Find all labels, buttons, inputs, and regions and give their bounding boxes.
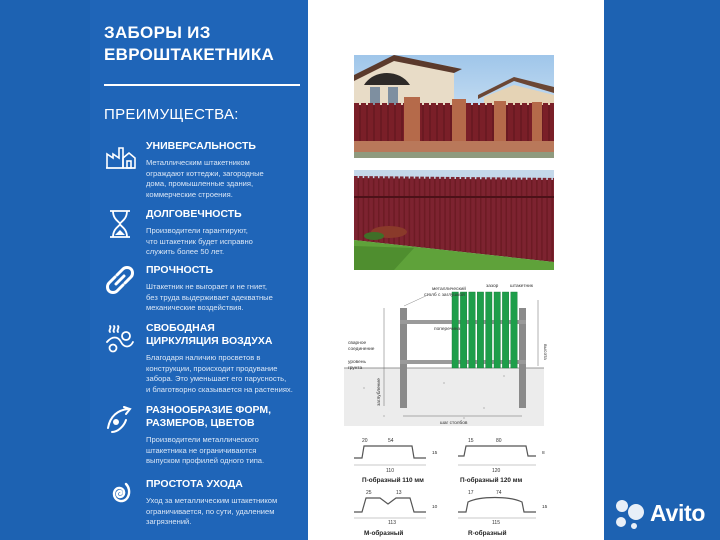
feature-desc: Производители гарантируют, что штакетник будет исправно служить более 50 лет.	[146, 226, 253, 257]
feature-title: УНИВЕРСАЛЬНОСТЬ	[146, 140, 256, 152]
profile-m	[354, 490, 438, 537]
feature-universality	[104, 140, 304, 204]
green-picket	[469, 292, 475, 368]
picket	[553, 178, 554, 262]
svg-text:13: 13	[396, 490, 402, 496]
feature-title: РАЗНООБРАЗИЕ ФОРМ, РАЗМЕРОВ, ЦВЕТОВ	[146, 404, 272, 429]
picket	[538, 178, 542, 260]
picket	[522, 103, 527, 145]
svg-text:R-образный: R-образный	[468, 530, 507, 537]
page-title: ЗАБОРЫ ИЗ ЕВРОШТАКЕТНИКА	[104, 23, 275, 64]
picket	[354, 176, 358, 240]
picket	[361, 103, 366, 145]
picket	[527, 178, 531, 259]
label-ground-2: грунта	[348, 366, 363, 371]
picket	[512, 178, 516, 257]
picket-profiles	[350, 434, 556, 538]
label-weld: сварное	[348, 341, 367, 346]
svg-text:113: 113	[388, 520, 396, 526]
picket	[438, 103, 443, 145]
feature-air-circulation	[104, 322, 304, 398]
picket	[354, 103, 359, 145]
picket	[420, 177, 424, 248]
picket	[508, 103, 513, 145]
picket	[375, 103, 380, 145]
title-divider	[104, 84, 300, 86]
feature-desc: Штакетник не выгорает и не гниет, без труда выдерживает адекватные механические воздействия.	[146, 282, 273, 313]
picket	[517, 178, 521, 258]
avito-text: Avito	[650, 500, 706, 526]
svg-text:17: 17	[468, 490, 474, 496]
picket	[492, 177, 496, 255]
avito-logo-icon	[612, 498, 646, 530]
label-metal-post: металлический	[432, 287, 466, 292]
label-crossbar: поперечина	[434, 327, 461, 332]
picket	[431, 103, 436, 145]
svg-text:54: 54	[388, 438, 394, 444]
feature-title: СВОБОДНАЯ ЦИРКУЛЯЦИЯ ВОЗДУХА	[146, 322, 273, 347]
picket	[424, 103, 429, 145]
green-picket	[460, 292, 466, 368]
profile-p120	[458, 438, 545, 484]
svg-text:15: 15	[542, 505, 548, 510]
label-height: высота	[542, 344, 547, 360]
picket	[436, 177, 440, 249]
svg-text:115: 115	[492, 520, 500, 526]
picket	[461, 177, 465, 252]
svg-text:110: 110	[386, 468, 394, 474]
picket	[364, 176, 368, 241]
picket	[543, 103, 548, 145]
chain-link-icon	[104, 264, 136, 296]
feature-easy-care	[104, 478, 304, 534]
svg-text:М-образный: М-образный	[364, 530, 404, 537]
picket	[473, 103, 478, 145]
feature-variety	[104, 404, 304, 470]
svg-text:74: 74	[496, 490, 502, 496]
svg-text:8: 8	[542, 451, 545, 456]
advantages-heading: ПРЕИМУЩЕСТВА:	[104, 106, 239, 123]
picket	[507, 178, 511, 257]
green-picket	[494, 292, 500, 368]
feature-title: ДОЛГОВЕЧНОСТЬ	[146, 208, 242, 220]
picket	[543, 178, 547, 261]
picket	[396, 103, 401, 145]
picket	[382, 103, 387, 145]
feature-title: ПРОСТОТА УХОДА	[146, 478, 243, 490]
svg-text:120: 120	[492, 468, 501, 474]
label-ground: уровень	[348, 360, 366, 365]
picket	[497, 177, 501, 255]
green-picket	[486, 292, 492, 368]
picket	[446, 177, 450, 250]
picket	[476, 177, 480, 253]
picket	[405, 177, 409, 246]
picket	[533, 178, 537, 260]
picket	[522, 178, 526, 259]
picket	[550, 103, 554, 145]
feature-desc: Производители металлического штакетника не ограничиваются выпуском профилей одного типа.	[146, 435, 265, 466]
spiral-icon	[104, 478, 136, 510]
picket	[515, 103, 520, 145]
picket	[425, 177, 429, 248]
hourglass-icon	[104, 208, 136, 240]
picket	[451, 177, 455, 251]
picket	[456, 177, 460, 251]
picket	[389, 103, 394, 145]
picket	[502, 177, 506, 256]
picket	[482, 177, 486, 254]
svg-text:15: 15	[468, 438, 474, 444]
picket	[548, 178, 552, 261]
picket	[466, 177, 470, 252]
shapes-icon	[104, 404, 136, 436]
green-pickets	[452, 292, 517, 368]
feature-title: ПРОЧНОСТЬ	[146, 264, 213, 276]
label-depth: заглубление	[377, 378, 382, 406]
avito-watermark	[612, 498, 706, 530]
svg-text:П-образный 110 мм: П-образный 110 мм	[362, 477, 424, 484]
label-weld-2: соединение	[348, 347, 375, 352]
label-gap: зазор	[486, 284, 499, 289]
rail	[354, 196, 554, 198]
green-picket	[511, 292, 517, 368]
profile-r	[458, 490, 548, 537]
air-flow-icon	[104, 322, 136, 354]
green-picket	[477, 292, 483, 368]
picket	[487, 103, 492, 145]
svg-text:20: 20	[362, 438, 368, 444]
feature-desc: Металлическим штакетником ограждают коттеджи, загородные дома, промышленные здания, коммерческие строения.	[146, 158, 264, 199]
picket	[487, 177, 491, 254]
fence-construction-diagram	[344, 278, 554, 428]
picket	[471, 177, 475, 253]
svg-text:80: 80	[496, 438, 502, 444]
factory-house-icon	[104, 140, 136, 172]
picket	[431, 177, 435, 249]
label-post-cap: столб с заглушкой	[424, 293, 465, 298]
feature-durability	[104, 208, 304, 260]
picket	[368, 103, 373, 145]
svg-text:25: 25	[366, 490, 372, 496]
label-post-step: шаг столбов	[440, 421, 468, 426]
picket	[445, 103, 450, 145]
feature-strength	[104, 264, 304, 316]
picket	[441, 177, 445, 250]
picket	[359, 176, 363, 241]
picket	[466, 103, 471, 145]
feature-desc: Уход за металлическим штакетником ограничивается, по сути, удалением загрязнений.	[146, 496, 278, 527]
house-fence-photo	[354, 55, 554, 158]
svg-text:П-образный 120 мм: П-образный 120 мм	[460, 477, 523, 484]
picket	[415, 177, 419, 247]
picket	[410, 177, 414, 247]
label-picket: штакетник	[510, 284, 533, 289]
svg-text:15: 15	[432, 451, 438, 456]
garden-fence-photo	[354, 170, 554, 270]
feature-desc: Благодаря наличию просветов в конструкции, происходит продувание забора. Это уменьшает его парусность, и благотворно сказывается на растениях.	[146, 353, 293, 394]
profile-p110	[354, 438, 438, 484]
svg-text:10: 10	[432, 505, 438, 510]
green-picket	[502, 292, 508, 368]
picket	[480, 103, 485, 145]
